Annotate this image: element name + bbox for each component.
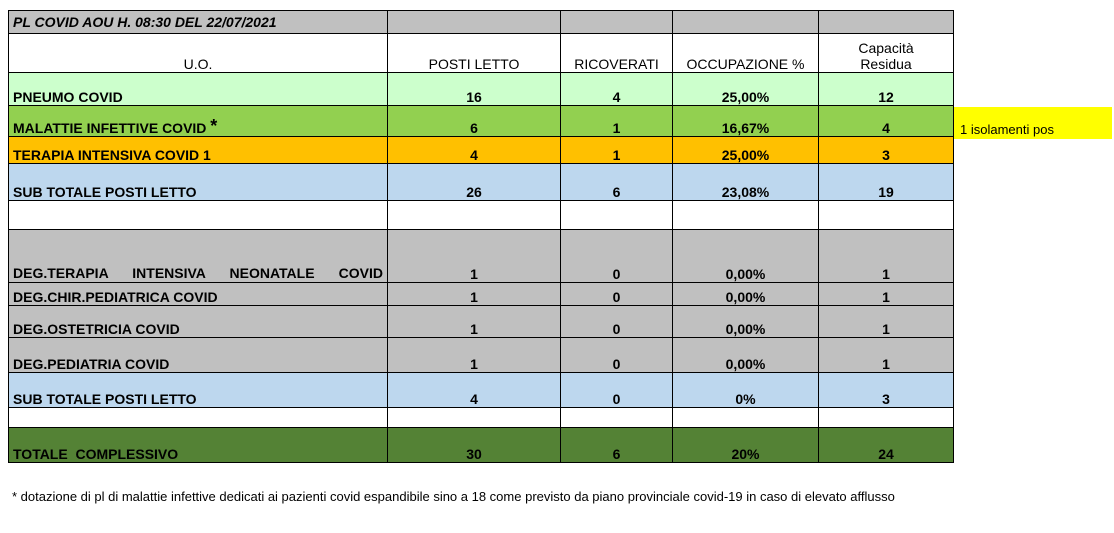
header-row — [9, 34, 954, 73]
posti-letto-value: 26 — [388, 164, 561, 201]
ricoverati-value: 1 — [561, 106, 673, 137]
table-row — [9, 283, 954, 306]
row-label-cell — [9, 106, 388, 137]
header-occupazione: OCCUPAZIONE % — [673, 34, 819, 73]
occupazione-value: 0,00% — [673, 230, 819, 283]
capacita-value: 1 — [819, 230, 954, 283]
footnote-text: * dotazione di pl di malattie infettive dedicati ai pazienti covid espandibile sino a 18 come previsto da piano provinciale covid-19 in caso di elevato afflusso — [12, 489, 895, 504]
subtotal-row — [9, 373, 954, 408]
ricoverati-value: 4 — [561, 73, 673, 106]
footnote-marker: * — [210, 116, 218, 136]
isolation-note: 1 isolamenti pos — [954, 107, 1112, 139]
occupazione-value: 0,00% — [673, 283, 819, 306]
occupazione-value: 16,67% — [673, 106, 819, 137]
table-row — [9, 306, 954, 338]
ricoverati-value: 0 — [561, 283, 673, 306]
row-label: TERAPIA INTENSIVA COVID 1 — [9, 137, 388, 164]
ricoverati-value: 6 — [561, 164, 673, 201]
spacer-row — [9, 201, 954, 230]
table-row — [9, 338, 954, 373]
table-row — [9, 73, 954, 106]
ricoverati-value: 0 — [561, 338, 673, 373]
occupazione-value: 0% — [673, 373, 819, 408]
row-label: TOTALE COMPLESSIVO — [9, 428, 388, 463]
posti-letto-value: 30 — [388, 428, 561, 463]
table-row — [9, 106, 954, 137]
ricoverati-value: 1 — [561, 137, 673, 164]
posti-letto-value: 1 — [388, 230, 561, 283]
header-uo: U.O. — [9, 34, 388, 73]
ricoverati-value: 0 — [561, 373, 673, 408]
subtotal-row — [9, 164, 954, 201]
row-label: DEG.OSTETRICIA COVID — [9, 306, 388, 338]
spacer-row — [9, 408, 954, 428]
occupazione-value: 20% — [673, 428, 819, 463]
capacita-value: 4 — [819, 106, 954, 137]
row-label: PNEUMO COVID — [9, 73, 388, 106]
ricoverati-value: 0 — [561, 230, 673, 283]
capacita-value: 24 — [819, 428, 954, 463]
posti-letto-value: 1 — [388, 283, 561, 306]
occupazione-value: 23,08% — [673, 164, 819, 201]
row-label: DEG.CHIR.PEDIATRICA COVID — [9, 283, 388, 306]
capacita-value: 3 — [819, 137, 954, 164]
row-label: MALATTIE INFETTIVE COVID — [13, 120, 207, 136]
header-posti-letto: POSTI LETTO — [388, 34, 561, 73]
total-row — [9, 428, 954, 463]
row-label: DEG.TERAPIA INTENSIVA NEONATALE COVID — [9, 230, 388, 283]
row-label: SUB TOTALE POSTI LETTO — [9, 164, 388, 201]
posti-letto-value: 16 — [388, 73, 561, 106]
capacita-value: 19 — [819, 164, 954, 201]
ricoverati-value: 0 — [561, 306, 673, 338]
occupazione-value: 0,00% — [673, 338, 819, 373]
capacita-value: 12 — [819, 73, 954, 106]
posti-letto-value: 6 — [388, 106, 561, 137]
occupazione-value: 25,00% — [673, 73, 819, 106]
capacita-value: 1 — [819, 338, 954, 373]
table-title: PL COVID AOU H. 08:30 DEL 22/07/2021 — [9, 11, 388, 34]
title-row — [9, 11, 954, 34]
row-label: DEG.PEDIATRIA COVID — [9, 338, 388, 373]
header-capacita: Capacità Residua — [819, 34, 954, 73]
posti-letto-value: 1 — [388, 338, 561, 373]
posti-letto-value: 4 — [388, 373, 561, 408]
header-ricoverati: RICOVERATI — [561, 34, 673, 73]
posti-letto-value: 4 — [388, 137, 561, 164]
table-row — [9, 137, 954, 164]
ricoverati-value: 6 — [561, 428, 673, 463]
bed-occupancy-table — [8, 10, 954, 463]
capacita-value: 1 — [819, 306, 954, 338]
occupazione-value: 0,00% — [673, 306, 819, 338]
capacita-value: 3 — [819, 373, 954, 408]
posti-letto-value: 1 — [388, 306, 561, 338]
table-row — [9, 230, 954, 283]
capacita-value: 1 — [819, 283, 954, 306]
row-label: SUB TOTALE POSTI LETTO — [9, 373, 388, 408]
occupazione-value: 25,00% — [673, 137, 819, 164]
